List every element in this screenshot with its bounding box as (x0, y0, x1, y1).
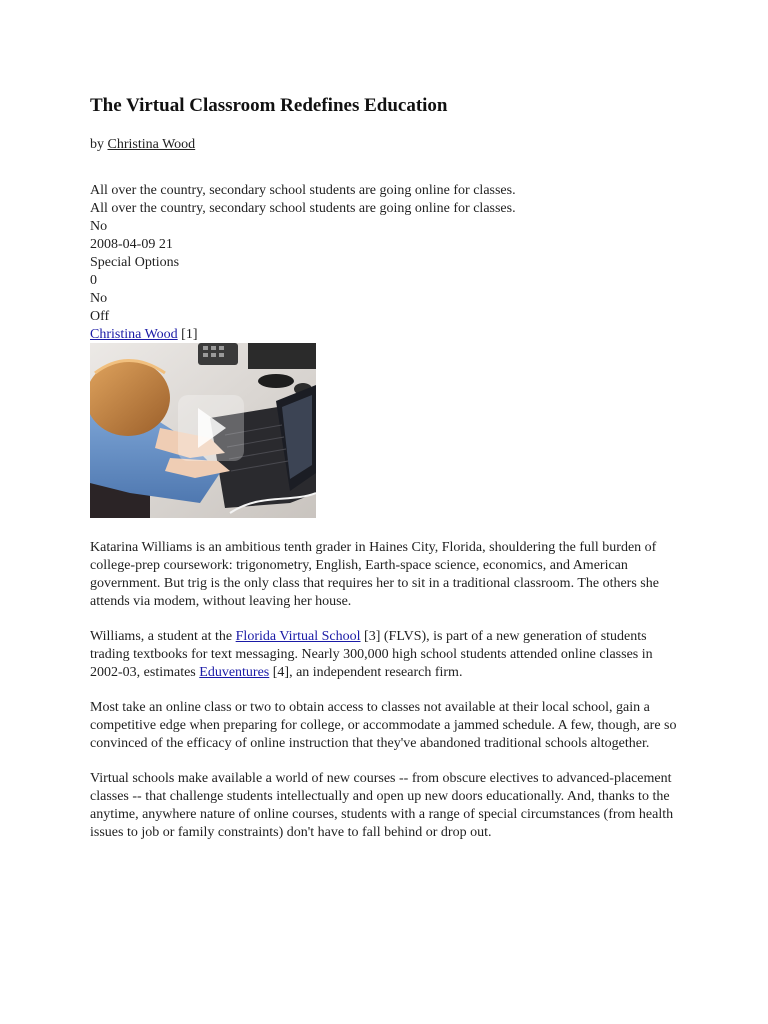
video-thumbnail[interactable] (90, 343, 316, 518)
eduventures-link[interactable]: Eduventures (199, 665, 270, 680)
meta-count: 0 (90, 273, 97, 288)
meta-flag: No (90, 219, 108, 234)
meta-author-line (90, 326, 690, 344)
paragraph: Most take an online class or two to obtain access to classes not available at their local school, gain a competitive edge when preparing for college, or accommodate a jammed schedule. A few, though, are so convinced of the efficacy of online instruction that they've abandoned traditional schools altogether. (90, 700, 677, 751)
paragraph: Katarina Williams is an ambitious tenth grader in Haines City, Florida, shouldering the full burden of college-prep coursework: trigonometry, English, Earth-space science, economics, and American government. But trig is the only class that requires her to sit in a traditional classroom. The others she attends via modem, without leaving her house. (90, 540, 659, 609)
author-link[interactable]: Christina Wood (107, 137, 196, 152)
article-title: The Virtual Classroom Redefines Education (90, 95, 448, 116)
meta-flag: No (90, 291, 108, 306)
article-metadata (90, 182, 690, 344)
meta-options: Special Options (90, 255, 180, 270)
paragraph-text: [3] (FLVS), is part of a new generation of students trading textbooks for text messaging. Nearly 300,000 high school students attended online classes in 2002-03, estimates (90, 629, 653, 680)
paragraph (90, 628, 680, 682)
byline (90, 136, 195, 154)
reference-number: [1] (181, 327, 198, 342)
paragraph-text: [4], an independent research firm. (272, 665, 463, 680)
paragraph: Virtual schools make available a world of new courses -- from obscure electives to advanced-placement classes -- that challenge students intellectually and open up new doors educationally. And, thanks to the anytime, anywhere nature of online courses, students with a range of special circumstances (from health issues to job or family constraints) don't have to fall behind or drop out. (90, 771, 674, 840)
summary-line: All over the country, secondary school students are going online for classes. (90, 201, 516, 216)
byline-prefix: by (90, 137, 104, 152)
florida-virtual-school-link[interactable]: Florida Virtual School (235, 629, 361, 644)
article-body (90, 539, 680, 859)
author-link[interactable]: Christina Wood (90, 327, 178, 342)
paragraph-text: Williams, a student at the (90, 629, 233, 644)
meta-date: 2008-04-09 21 (90, 237, 173, 252)
student-laptop-photo (90, 343, 316, 518)
meta-status: Off (90, 309, 110, 324)
summary-line: All over the country, secondary school students are going online for classes. (90, 183, 516, 198)
